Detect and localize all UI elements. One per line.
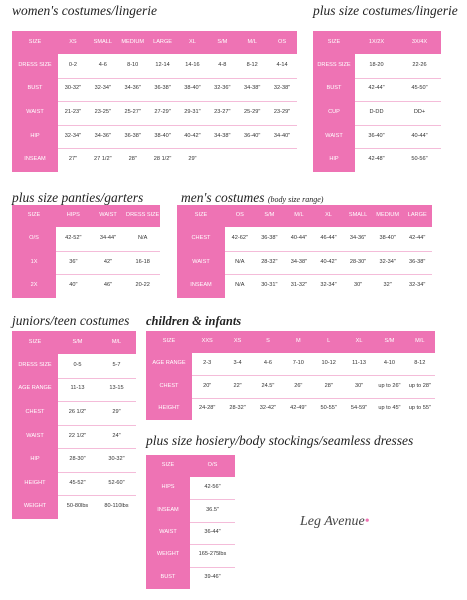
table-cell: 36-38"	[261, 235, 278, 242]
row-divider	[58, 148, 297, 149]
header-size-cell: MEDIUM	[121, 38, 145, 45]
row-label: HIPS	[161, 484, 175, 491]
womens-label-column	[12, 54, 58, 172]
table-cell: 8-12	[414, 360, 426, 367]
table-cell: 36-38"	[409, 258, 426, 265]
table-cell: 45-52"	[69, 479, 86, 486]
table-cell: 36-40"	[368, 132, 385, 139]
header-size-cell: XS	[69, 38, 77, 45]
table-cell: 50-80lbs	[66, 503, 89, 510]
plus-panties-title: plus size panties/garters	[12, 190, 144, 205]
header-size-cell: OS	[235, 212, 244, 219]
header-size-cell: M/L	[111, 338, 122, 345]
row-label: WAIST	[26, 109, 44, 116]
table-cell: 28"	[324, 382, 333, 389]
row-divider	[58, 101, 297, 102]
row-label: HIP	[30, 132, 40, 139]
header-size-label: SIZE	[28, 38, 42, 45]
hosiery-title: plus size hosiery/body stockings/seamless dresses	[146, 433, 414, 448]
table-cell: 40"	[69, 282, 78, 289]
row-label: HEIGHT	[24, 479, 46, 486]
table-cell: 28-30"	[349, 258, 367, 265]
row-divider	[192, 398, 435, 399]
row-label: CHEST	[191, 235, 211, 242]
table-cell: 21-23"	[64, 109, 82, 116]
header-size-cell: LARGE	[153, 38, 173, 45]
header-size-cell: M/L	[294, 212, 304, 219]
table-cell: 42-49"	[290, 405, 307, 412]
table-cell: 39-46"	[204, 574, 221, 580]
children-size-table	[146, 331, 435, 420]
mens-title-note: (body size range)	[267, 195, 324, 204]
table-cell: 42-48"	[368, 156, 385, 163]
row-label: INSEAM	[157, 506, 179, 513]
header-size-cell: 1X/2X	[368, 38, 385, 45]
table-cell: N/A	[137, 235, 148, 242]
table-cell: 5-7	[112, 361, 121, 368]
table-cell: 8-10	[127, 62, 139, 68]
header-size-cell: LARGE	[407, 212, 427, 219]
table-cell: 28-32"	[229, 405, 246, 412]
header-size-cell: HIPS	[66, 212, 80, 219]
row-divider	[58, 425, 136, 426]
row-label: WAIST	[26, 432, 44, 439]
table-cell: 4-14	[276, 62, 288, 68]
table-cell: 50-56"	[411, 156, 428, 163]
row-label: 1X	[30, 258, 38, 265]
table-cell: up to 28"	[408, 382, 431, 389]
plus_costumes-header-row	[313, 31, 441, 54]
children-label-column	[146, 353, 192, 420]
table-cell: 28 1/2"	[153, 156, 172, 163]
header-size-label: SIZE	[27, 212, 41, 219]
row-divider	[58, 472, 136, 473]
header-size-cell: WAIST	[99, 212, 117, 219]
table-cell: 32-34"	[320, 282, 337, 289]
header-size-cell: MEDIUM	[376, 212, 399, 219]
table-cell: 46"	[103, 282, 113, 289]
children-header-row	[146, 331, 435, 353]
row-label: AGE RANGE	[18, 385, 52, 392]
plus-panties-size-table	[12, 205, 160, 298]
table-cell: 34-40"	[273, 132, 291, 139]
table-cell: 42-62"	[231, 235, 248, 242]
header-size-cell: XXS	[201, 338, 213, 345]
table-cell: 32-34"	[379, 258, 396, 265]
header-size-cell: SMALL	[348, 212, 368, 219]
juniors-title: juniors/teen costumes	[12, 313, 130, 328]
table-cell: 23-27"	[214, 109, 231, 116]
table-cell: 42"	[103, 258, 113, 265]
header-size-cell: OS	[278, 38, 287, 45]
table-cell: 34-44"	[99, 235, 117, 242]
table-cell: 42-56"	[204, 484, 221, 491]
table-cell: 40-44"	[411, 132, 428, 139]
table-cell: 80-110lbs	[104, 503, 129, 510]
juniors-size-table	[12, 331, 136, 519]
header-size-cell: M/L	[415, 338, 425, 345]
table-cell: 28-30"	[69, 456, 86, 463]
header-size-cell: DRESS SIZE	[126, 212, 160, 219]
row-label: WEIGHT	[156, 551, 180, 558]
table-cell: 10-12	[321, 360, 336, 367]
table-cell: 4-6	[263, 360, 272, 367]
table-cell: 38-40"	[154, 132, 171, 139]
row-label: HEIGHT	[158, 405, 180, 412]
hosiery-label-column	[146, 477, 190, 589]
header-size-cell: XL	[325, 212, 332, 219]
header-size-cell: S/M	[384, 338, 395, 345]
header-size-cell: S	[266, 338, 270, 345]
header-size-cell: S/M	[264, 212, 275, 219]
table-cell: 26 1/2"	[68, 409, 87, 416]
table-cell: 22 1/2"	[68, 432, 87, 439]
table-cell: 11-13	[70, 385, 85, 392]
table-cell: 28"	[128, 156, 137, 163]
row-divider	[58, 378, 136, 379]
mens-size-table	[177, 205, 432, 298]
row-divider	[58, 495, 136, 496]
header-size-cell: XS	[233, 338, 242, 345]
table-cell: 0-5	[73, 361, 82, 368]
table-cell: 50-55"	[320, 405, 337, 412]
hosiery-header-row	[146, 455, 235, 477]
table-cell: 24-28"	[199, 405, 216, 412]
header-size-cell: S/M	[217, 38, 228, 45]
table-cell: 27"	[68, 156, 78, 163]
table-cell: 29"	[112, 409, 121, 416]
row-label: CHEST	[25, 409, 45, 416]
row-divider	[58, 401, 136, 402]
table-cell: 30-32"	[108, 456, 125, 463]
row-label: WEIGHT	[23, 503, 47, 510]
header-size-label: SIZE	[162, 338, 176, 345]
table-cell: 32"	[383, 282, 392, 289]
row-label: DRESS SIZE	[18, 62, 52, 68]
table-cell: 38-40"	[379, 235, 396, 242]
table-cell: 25-27"	[124, 109, 141, 116]
table-cell: 54-59"	[350, 405, 368, 412]
row-label: WAIST	[192, 258, 210, 265]
table-cell: 36.5"	[206, 506, 219, 513]
row-label: WAIST	[325, 132, 343, 139]
row-label: DRESS SIZE	[317, 62, 351, 68]
table-cell: 32-34"	[64, 132, 82, 139]
header-size-cell: XL	[355, 338, 363, 345]
table-cell: 34-36"	[349, 235, 367, 242]
plus-costumes-size-table	[313, 31, 441, 172]
table-cell: DD+	[413, 109, 426, 116]
row-label: CUP	[328, 109, 340, 116]
table-cell: 0-2	[68, 62, 77, 68]
table-cell: 36-40"	[244, 132, 261, 139]
table-cell: 24"	[112, 432, 121, 439]
table-cell: 27 1/2"	[94, 156, 112, 163]
table-cell: 38-40"	[184, 85, 201, 92]
table-cell: 7-10	[292, 360, 304, 367]
row-divider	[355, 78, 441, 79]
plus_panties-label-column	[12, 227, 56, 298]
table-cell: 30-31"	[261, 282, 278, 289]
juniors-header-row	[12, 331, 136, 354]
header-size-cell: L	[327, 338, 331, 345]
row-divider	[355, 101, 441, 102]
header-size-label: SIZE	[161, 462, 175, 469]
table-cell: 3-4	[233, 360, 242, 367]
table-cell: 29-31"	[184, 109, 201, 116]
table-cell: 42-52"	[65, 235, 82, 242]
table-cell: 42-44"	[368, 85, 385, 92]
header-size-label: SIZE	[194, 212, 208, 219]
table-cell: 42-44"	[409, 235, 426, 242]
table-cell: 34-36"	[94, 132, 111, 139]
row-divider	[58, 78, 297, 79]
juniors-label-column	[12, 354, 58, 519]
table-cell: 36"	[69, 258, 78, 265]
table-cell: 18-20	[369, 62, 384, 68]
table-cell: 4-8	[218, 62, 227, 68]
table-cell: 23-29"	[273, 109, 291, 116]
table-cell: 40-44"	[290, 235, 308, 242]
table-cell: 8-12	[246, 62, 258, 68]
table-cell: 46-44"	[320, 235, 337, 242]
table-cell: 22"	[233, 382, 242, 389]
table-cell: 165-275lbs	[198, 551, 227, 558]
table-cell: 14-16	[185, 62, 200, 68]
row-divider	[58, 125, 297, 126]
row-label: BUST	[326, 85, 342, 92]
table-cell: 40-42"	[184, 132, 201, 139]
table-cell: N/A	[235, 258, 245, 265]
header-size-cell: M/L	[247, 38, 257, 45]
table-cell: 4-6	[98, 62, 107, 68]
table-cell: 30"	[354, 382, 364, 389]
hosiery-size-table	[146, 455, 235, 589]
row-divider	[355, 148, 441, 149]
table-cell: 34-38"	[214, 132, 231, 139]
header-size-cell: 3X/4X	[411, 38, 428, 45]
table-cell: 40-42"	[320, 258, 337, 265]
table-cell: up to 45"	[378, 405, 401, 412]
plus_costumes-label-column	[313, 54, 355, 172]
header-size-cell: S/M	[72, 338, 83, 345]
table-cell: 24.5"	[261, 382, 275, 389]
row-label: HIP	[329, 156, 339, 163]
table-cell: 36-38"	[124, 132, 141, 139]
table-cell: 45-50"	[411, 85, 428, 92]
table-cell: 31-32"	[290, 282, 308, 289]
table-cell: D-DD	[369, 109, 384, 116]
plus_panties-header-row	[12, 205, 160, 227]
row-divider	[190, 544, 235, 545]
table-cell: 32-38"	[273, 85, 291, 92]
row-divider	[225, 251, 432, 252]
table-cell: 27-29"	[154, 109, 171, 116]
table-cell: N/A	[235, 282, 245, 289]
row-divider	[355, 125, 441, 126]
row-divider	[192, 375, 435, 376]
row-divider	[58, 448, 136, 449]
table-cell: 36-44"	[204, 529, 221, 536]
table-cell: 26"	[294, 382, 303, 389]
mens-label-column	[177, 227, 225, 298]
table-cell: 12-14	[155, 62, 170, 68]
row-label: AGE RANGE	[152, 360, 186, 367]
row-label: CHEST	[159, 382, 179, 389]
table-cell: 16-18	[135, 258, 150, 265]
children-title: children & infants	[146, 314, 242, 328]
row-label: BUST	[160, 574, 176, 580]
row-label: BUST	[27, 85, 43, 92]
row-divider	[56, 274, 160, 275]
table-cell: 36-38"	[154, 85, 171, 92]
row-label: DRESS SIZE	[18, 361, 52, 368]
logo-dot: •	[364, 514, 370, 529]
table-cell: 30"	[353, 282, 363, 289]
table-cell: 11-13	[352, 360, 367, 367]
row-divider	[190, 499, 235, 500]
table-cell: up to 55"	[408, 405, 431, 412]
table-cell: 2-3	[203, 360, 212, 367]
mens-title-text: men's costumes	[181, 190, 265, 205]
womens-size-table	[12, 31, 297, 172]
womens-header-row	[12, 31, 297, 54]
mens-header-row	[177, 205, 432, 227]
table-cell: 32-34"	[409, 282, 426, 289]
logo-text: Leg Avenue	[300, 514, 365, 529]
row-label: 2X	[30, 282, 38, 289]
header-size-cell: M	[295, 338, 301, 345]
header-size-label: SIZE	[28, 338, 42, 345]
row-label: INSEAM	[24, 156, 46, 163]
table-cell: 34-38"	[244, 85, 261, 92]
header-size-cell: SMALL	[93, 38, 112, 45]
table-cell: up to 26"	[378, 382, 401, 389]
row-label: INSEAM	[190, 282, 212, 289]
table-cell: 32-42"	[259, 405, 277, 412]
table-cell: 28-32"	[261, 258, 278, 265]
table-cell: 20-22	[135, 282, 150, 289]
table-cell: 32-34"	[94, 85, 111, 92]
table-cell: 13-15	[109, 385, 124, 392]
table-cell: 34-38"	[290, 258, 308, 265]
row-divider	[56, 251, 160, 252]
row-label: O/S	[29, 235, 39, 242]
table-cell: 30-32"	[64, 85, 82, 92]
table-cell: 22-26	[412, 62, 427, 68]
table-cell: 4-10	[383, 360, 396, 367]
row-divider	[225, 274, 432, 275]
row-divider	[190, 522, 235, 523]
table-cell: 23-25"	[94, 109, 111, 116]
table-cell: 29"	[188, 156, 197, 163]
table-cell: 34-36"	[124, 85, 141, 92]
header-size-label: SIZE	[327, 38, 341, 45]
leg-avenue-logo	[300, 514, 370, 530]
table-cell: 25-29"	[244, 109, 261, 116]
table-cell: 20"	[203, 382, 212, 389]
header-size-cell: O/S	[207, 462, 218, 469]
row-label: HIP	[30, 456, 40, 463]
table-cell: 52-60"	[108, 479, 125, 486]
plus-costumes-title: plus size costumes/lingerie	[313, 3, 458, 18]
womens-title: women's costumes/lingerie	[12, 3, 157, 18]
row-label: WAIST	[159, 529, 177, 536]
table-cell: 32-36"	[214, 85, 231, 92]
header-size-cell: XL	[189, 38, 196, 45]
row-divider	[190, 567, 235, 568]
